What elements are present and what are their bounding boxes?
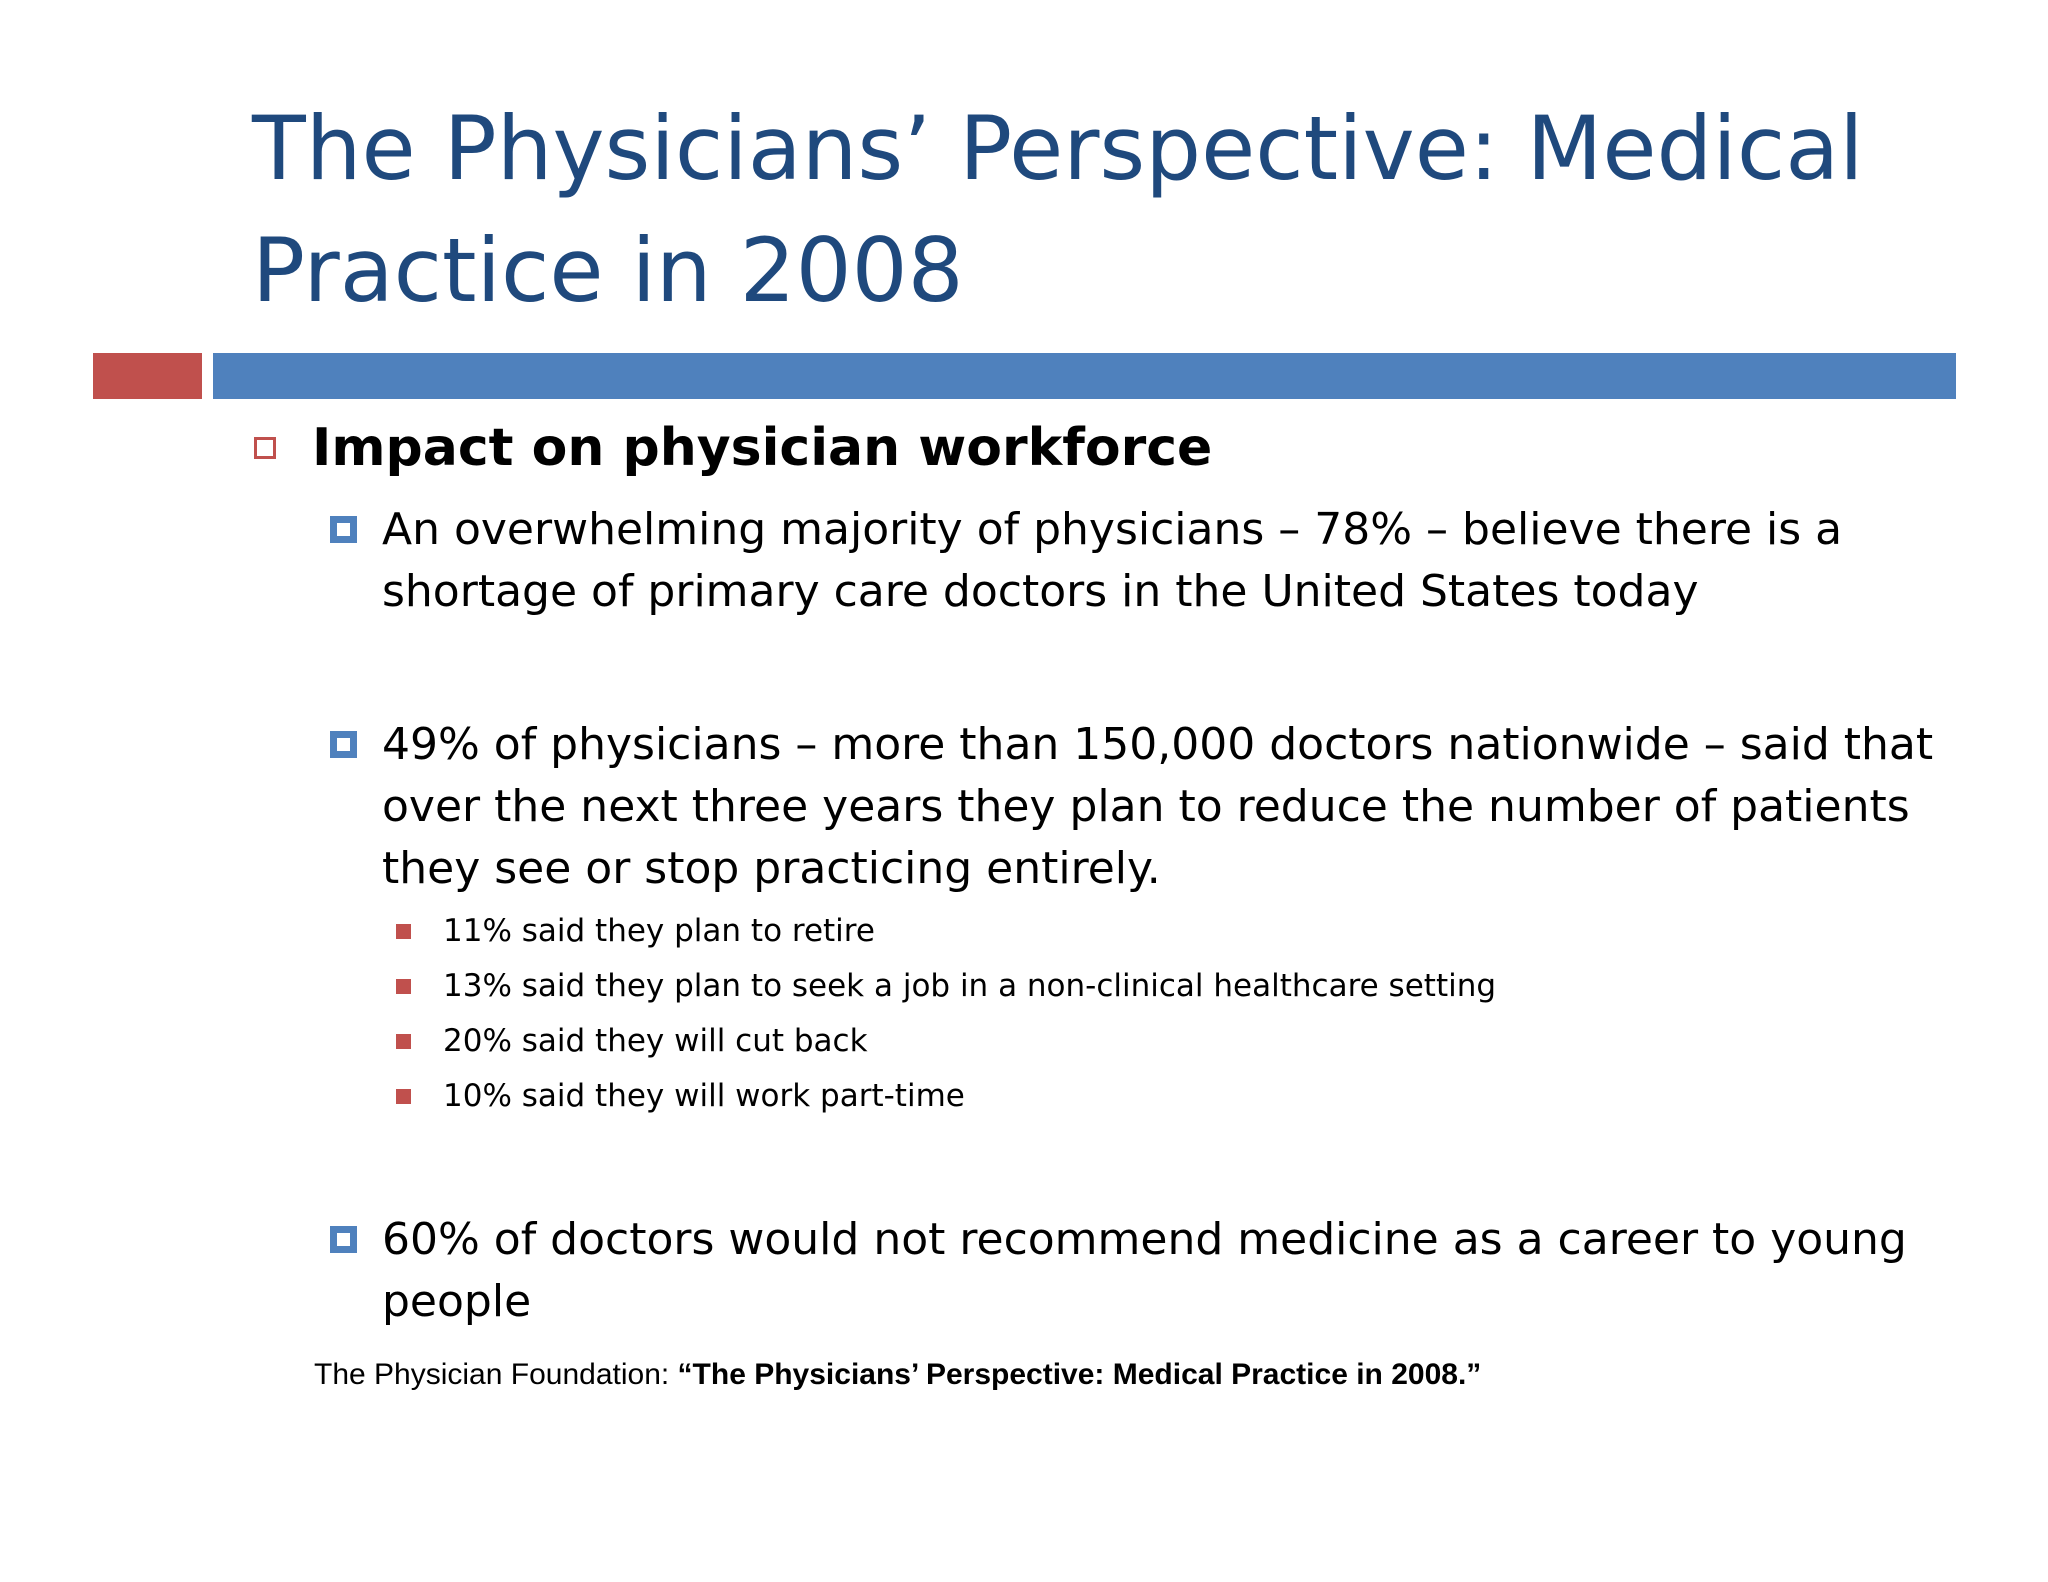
bullet-text-3: 60% of doctors would not recommend medicine as a career to young people — [382, 1214, 1907, 1327]
hollow-square-icon — [254, 437, 276, 459]
framed-square-icon — [330, 1226, 357, 1253]
sub-bullet-text-4: 10% said they will work part-time — [443, 1078, 965, 1114]
sub-bullet-text-3: 20% said they will cut back — [443, 1023, 868, 1059]
source-title: “The Physicians’ Perspective: Medical Practice in 2008.” — [677, 1358, 1482, 1391]
sub-bullet-item-4 — [396, 1069, 965, 1123]
source-citation — [314, 1358, 1481, 1392]
sub-bullet-item-1 — [396, 904, 875, 958]
filled-square-icon — [396, 1034, 411, 1049]
sub-bullet-text-1: 11% said they plan to retire — [443, 913, 875, 949]
sub-bullet-text-2: 13% said they plan to seek a job in a non-clinical healthcare setting — [443, 968, 1497, 1004]
bullet-item-3 — [330, 1209, 1970, 1333]
framed-square-icon — [330, 516, 357, 543]
filled-square-icon — [396, 924, 411, 939]
heading-item — [254, 416, 1212, 480]
filled-square-icon — [396, 979, 411, 994]
framed-square-icon — [330, 731, 357, 758]
heading-text: Impact on physician workforce — [312, 418, 1213, 478]
bullet-item-1 — [330, 499, 1970, 623]
bullet-text-1: An overwhelming majority of physicians – 78% – believe there is a shortage of primary care doctors in the United States today — [382, 504, 1843, 617]
title-accent-bar-red — [93, 353, 202, 399]
slide-title: The Physicians’ Perspective: Medical Practice in 2008 — [252, 97, 1864, 322]
bullet-item-2 — [330, 714, 1970, 900]
sub-bullet-item-3 — [396, 1014, 868, 1068]
bullet-text-2: 49% of physicians – more than 150,000 doctors nationwide – said that over the next three years they plan to reduce the number of patients they see or stop practicing entirely. — [382, 719, 1934, 894]
source-prefix: The Physician Foundation: — [314, 1358, 678, 1391]
sub-bullet-item-2 — [396, 959, 1496, 1013]
title-accent-bar-blue — [213, 353, 1956, 399]
filled-square-icon — [396, 1089, 411, 1104]
